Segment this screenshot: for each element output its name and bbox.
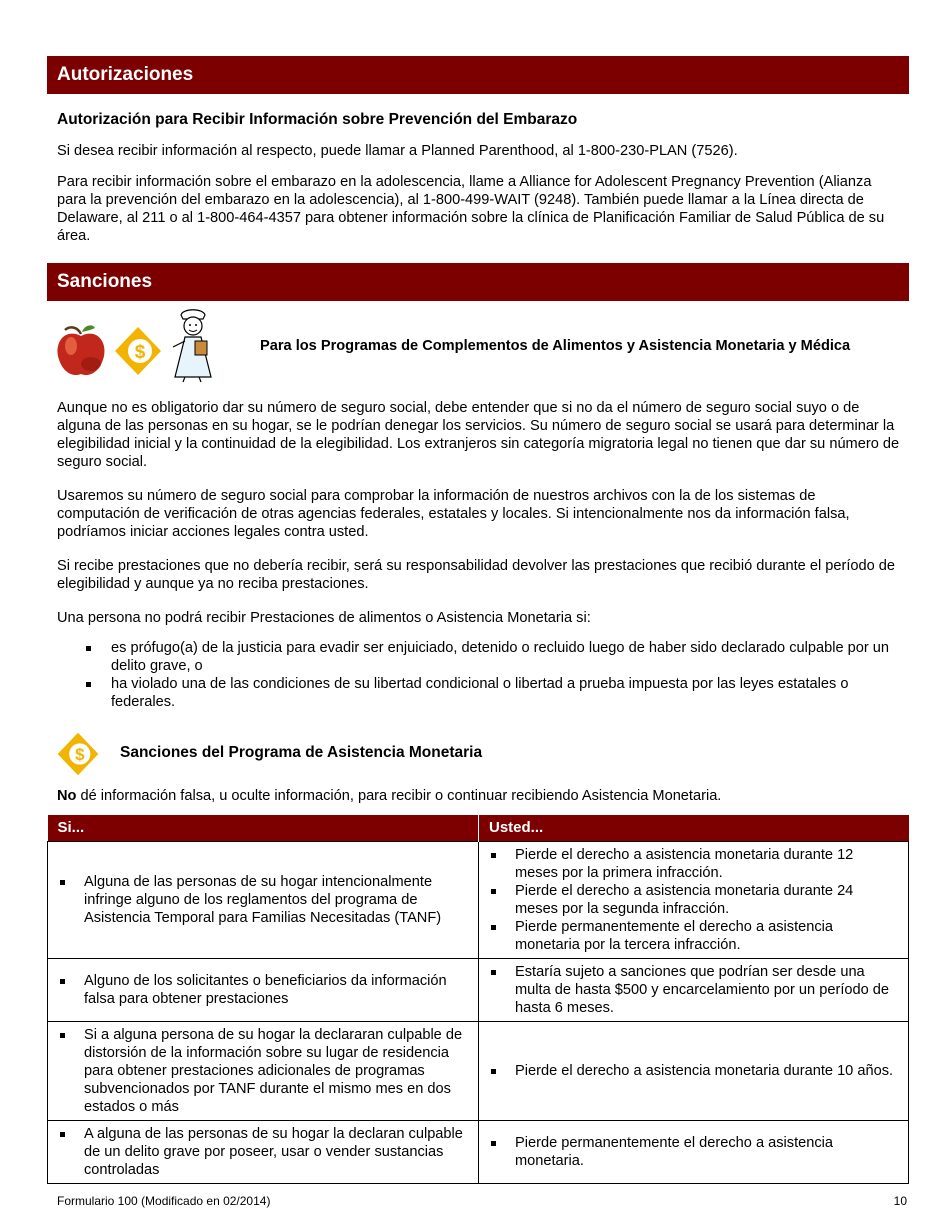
cash-program-heading (47, 731, 909, 781)
table-cell-text: Si a alguna persona de su hogar la declararan culpable de distorsión de la información sobre su lugar de residencia para obtener prestaciones adicionales de programas subvencionados por TANF durante el mismo mes en dos estados o más (56, 1026, 470, 1116)
page-number: 10 (893, 1194, 907, 1208)
authorization-subheading: Autorización para Recibir Información sobre Prevención del Embarazo (57, 111, 578, 128)
cash-note (57, 787, 902, 805)
list-item: ha violado una de las condiciones de su libertad condicional o libertad a prueba impuesta por las leyes estatales o federales. (77, 675, 902, 711)
table-cell (479, 842, 909, 959)
table-cell (479, 1121, 909, 1184)
table-row (48, 1022, 909, 1121)
sanctions-paragraph-1: Aunque no es obligatorio dar su número de seguro social, debe entender que si no da el número de seguro social suyo o de alguna de las personas en su hogar, se le podrían denegar los servicios. Su número de seguro social se usará para determinar la elegibilidad inicial y la continuidad de la elegibilidad. Los extranjeros sin categoría migratoria legal no tienen que dar su número de seguro social. (57, 400, 900, 470)
cash-assistance-icon (55, 731, 101, 777)
program-title: Para los Programas de Complementos de Alimentos y Asistencia Monetaria y Médica (260, 338, 851, 354)
table-cell-text: Pierde permanentemente el derecho a asistencia monetaria. (487, 1134, 900, 1170)
table-cell-text: Estaría sujeto a sanciones que podrían ser desde una multa de hasta $500 y encarcelamiento por un período de hasta 6 meses. (487, 963, 900, 1017)
table-row (48, 1121, 909, 1184)
cash-note-bold: No (57, 788, 77, 804)
table-cell (48, 1022, 479, 1121)
svg-text:$: $ (75, 745, 85, 765)
table-header-row (48, 815, 909, 842)
apple-icon (55, 322, 107, 378)
list-item: es prófugo(a) de la justicia para evadir ser enjuiciado, detenido o recluido luego de haber sido declarado culpable por un delito grave, o (77, 639, 902, 675)
sanctions-paragraph-2: Usaremos su número de seguro social para comprobar la información de nuestros archivos con la de los sistemas de computación de verificación de otras agencias federales, estatales y locales. Si intencionalmente nos da información falsa, podríamos iniciar acciones legales contra usted. (57, 488, 850, 540)
table-cell (479, 1022, 909, 1121)
document-page (47, 56, 909, 1184)
ineligibility-list (77, 639, 902, 711)
sanctions-paragraph-4: Una persona no podrá recibir Prestaciones de alimentos o Asistencia Monetaria si: (57, 610, 591, 626)
cash-note-text: dé información falsa, u oculte información, para recibir o continuar recibiendo Asistencia Monetaria. (76, 788, 722, 804)
section-band-authorizations: Autorizaciones (47, 56, 909, 94)
nurse-figure-icon (165, 307, 221, 383)
form-number: Formulario 100 (Modificado en 02/2014) (57, 1194, 271, 1208)
table-row (48, 842, 909, 959)
authorization-paragraph-2: Para recibir información sobre el embarazo en la adolescencia, llame a Alliance for Adolescent Pregnancy Prevention (Alianza para la prevención del embarazo en la adolescencia), al 1-800-499-WAIT (9248). También puede llamar a la Línea directa de Delaware, al 211 o al 1-800-464-4357 para obtener información sobre la clínica de Planificación Familiar de Salud Pública de su área. (57, 174, 885, 244)
table-cell (48, 959, 479, 1022)
svg-text:$: $ (134, 342, 146, 363)
table-cell (48, 1121, 479, 1184)
table-cell-text: Pierde el derecho a asistencia monetaria durante 10 años. (487, 1062, 900, 1080)
program-icons-row (47, 309, 909, 389)
cash-assistance-icon (113, 325, 163, 377)
table-cell-text: A alguna de las personas de su hogar la declaran culpable de un delito grave por poseer, usar o vender sustancias controladas (56, 1125, 470, 1179)
table-cell-text: Pierde el derecho a asistencia monetaria durante 12 meses por la primera infracción. (487, 846, 900, 882)
column-header-if: Si... (48, 815, 479, 842)
table-cell-text: Alguna de las personas de su hogar intencionalmente infringe alguno de los reglamentos del programa de Asistencia Temporal para Familias Necesitadas (TANF) (56, 873, 470, 927)
sanctions-paragraph-3: Si recibe prestaciones que no debería recibir, será su responsabilidad devolver las prestaciones que recibió durante el período de elegibilidad y aunque ya no reciba prestaciones. (57, 558, 896, 592)
table-cell-text: Alguno de los solicitantes o beneficiarios da información falsa para obtener prestaciones (56, 972, 470, 1008)
table-row (48, 959, 909, 1022)
page-footer (57, 1192, 907, 1210)
table-cell (479, 959, 909, 1022)
column-header-you: Usted... (479, 815, 909, 842)
authorization-paragraph-1: Si desea recibir información al respecto, puede llamar a Planned Parenthood, al 1-800-230-PLAN (7526). (57, 143, 738, 159)
cash-program-title: Sanciones del Programa de Asistencia Monetaria (120, 744, 483, 761)
table-cell-text: Pierde permanentemente el derecho a asistencia monetaria por la tercera infracción. (487, 918, 900, 954)
table-cell-text: Pierde el derecho a asistencia monetaria durante 24 meses por la segunda infracción. (487, 882, 900, 918)
section-band-sanctions: Sanciones (47, 263, 909, 301)
table-cell (48, 842, 479, 959)
sanctions-table (47, 815, 909, 1184)
